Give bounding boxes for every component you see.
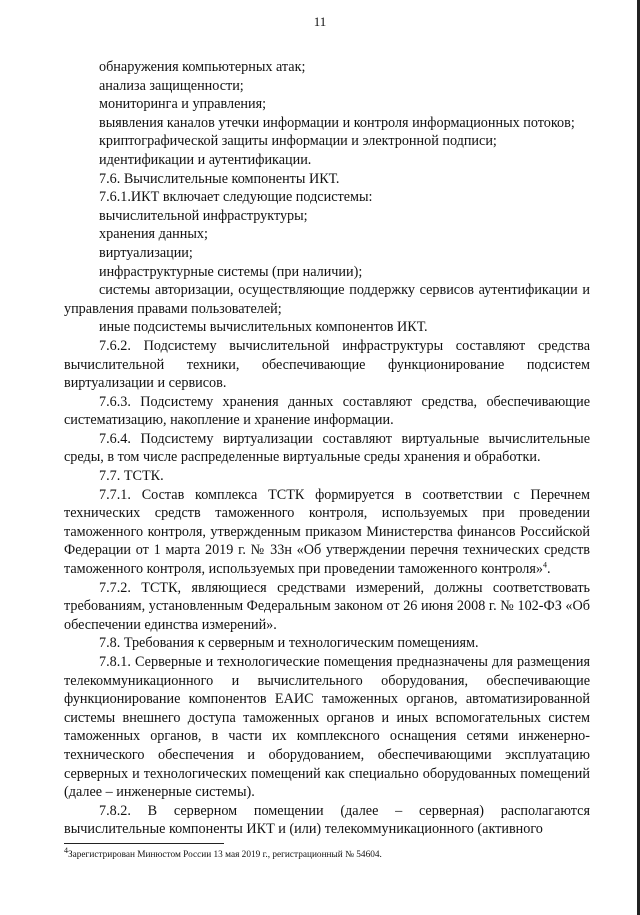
section-heading-7-7: 7.7. ТСТК. <box>99 468 164 485</box>
paragraph-7-7-1 <box>64 486 590 579</box>
page-number: 11 <box>313 14 327 29</box>
paragraph-9: вычислительной инфраструктуры; <box>99 207 308 224</box>
footnote-divider <box>64 843 224 844</box>
paragraph-7-6-2: 7.6.2. Подсистему вычислительной инфраструктуры составляют средства вычислительной техники, обеспечивающие функционирование подсистем виртуализации и сервисов. <box>64 337 590 392</box>
paragraph-3: мониторинга и управления; <box>99 96 267 113</box>
paragraph-10: хранения данных; <box>99 226 208 243</box>
footnote-reference: 4 <box>543 560 548 570</box>
paragraph-5: криптографической защиты информации и электронной подписи; <box>99 133 497 150</box>
paragraph-13: системы авторизации, осуществляющие поддержку сервисов аутентификации и управления правами пользователей; <box>64 282 590 317</box>
footnote-text: Зарегистрирован Минюстом России 13 мая 2019 г., регистрационный № 54604. <box>68 850 382 860</box>
paragraph-7-8-1: 7.8.1. Серверные и технологические помещения предназначены для размещения телекоммуникационного и вычислительного оборудования, обеспечивающие функционирование компонентов ЕАИС таможенных органов, автоматизированной системы внешнего доступа таможенных органов и иных вспомогательных систем таможенных органов, в части их комплексного оснащения сетями инженерно-технического обеспечения и оборудованием, обеспечивающими эксплуатацию серверных и технологических помещений как специально оборудованных помещений (далее – инженерные системы). <box>64 654 590 801</box>
paragraph-7-7-2: 7.7.2. ТСТК, являющиеся средствами измерений, должны соответствовать требованиям, установленным Федеральным законом от 26 июня 2008 г. № 102-ФЗ «Об обеспечении единства измерений». <box>64 579 590 633</box>
footnote-mark: 4 <box>64 845 68 855</box>
paragraph-6: идентификации и аутентификации. <box>99 151 312 168</box>
paragraph-2: анализа защищенности; <box>99 77 244 94</box>
paragraph-14: иные подсистемы вычислительных компонентов ИКТ. <box>99 319 428 336</box>
paragraph-7-6-1: 7.6.1.ИКТ включает следующие подсистемы: <box>99 189 373 206</box>
paragraph-4: выявления каналов утечки информации и контроля информационных потоков; <box>99 114 575 131</box>
section-heading-7-6: 7.6. Вычислительные компоненты ИКТ. <box>99 170 340 187</box>
paragraph-12: инфраструктурные системы (при наличии); <box>99 263 363 280</box>
paragraph-7-8-2: 7.8.2. В серверном помещении (далее – серверная) располагаются вычислительные компоненты ИКТ и (или) телекоммуникационного (активного <box>64 802 590 838</box>
footnote <box>64 845 590 861</box>
body-text <box>64 58 590 839</box>
paragraph-7-6-3: 7.6.3. Подсистему хранения данных составляют средства, обеспечивающие систематизацию, накопление и хранение информации. <box>64 393 590 429</box>
paragraph-7-6-4: 7.6.4. Подсистему виртуализации составляют виртуальные вычислительные среды, в том числе распределенные виртуальные среды хранения и обработки. <box>64 430 590 466</box>
paragraph-7-7-1-end: . <box>547 561 551 578</box>
paragraph-11: виртуализации; <box>99 244 193 261</box>
paragraph-1: обнаружения компьютерных атак; <box>99 59 306 75</box>
paragraph-7-7-1-text: 7.7.1. Состав комплекса ТСТК формируется в соответствии с Перечнем технических средств таможенного контроля, используемых при проведении таможенного контроля, утвержденным приказом Министерства финансов Российской Федерации от 1 марта 2019 г. № 33н «Об утверждении перечня технических средств таможенного контроля, используемых при проведении таможенного контроля» <box>64 486 590 578</box>
section-heading-7-8: 7.8. Требования к серверным и технологическим помещениям. <box>99 635 479 652</box>
